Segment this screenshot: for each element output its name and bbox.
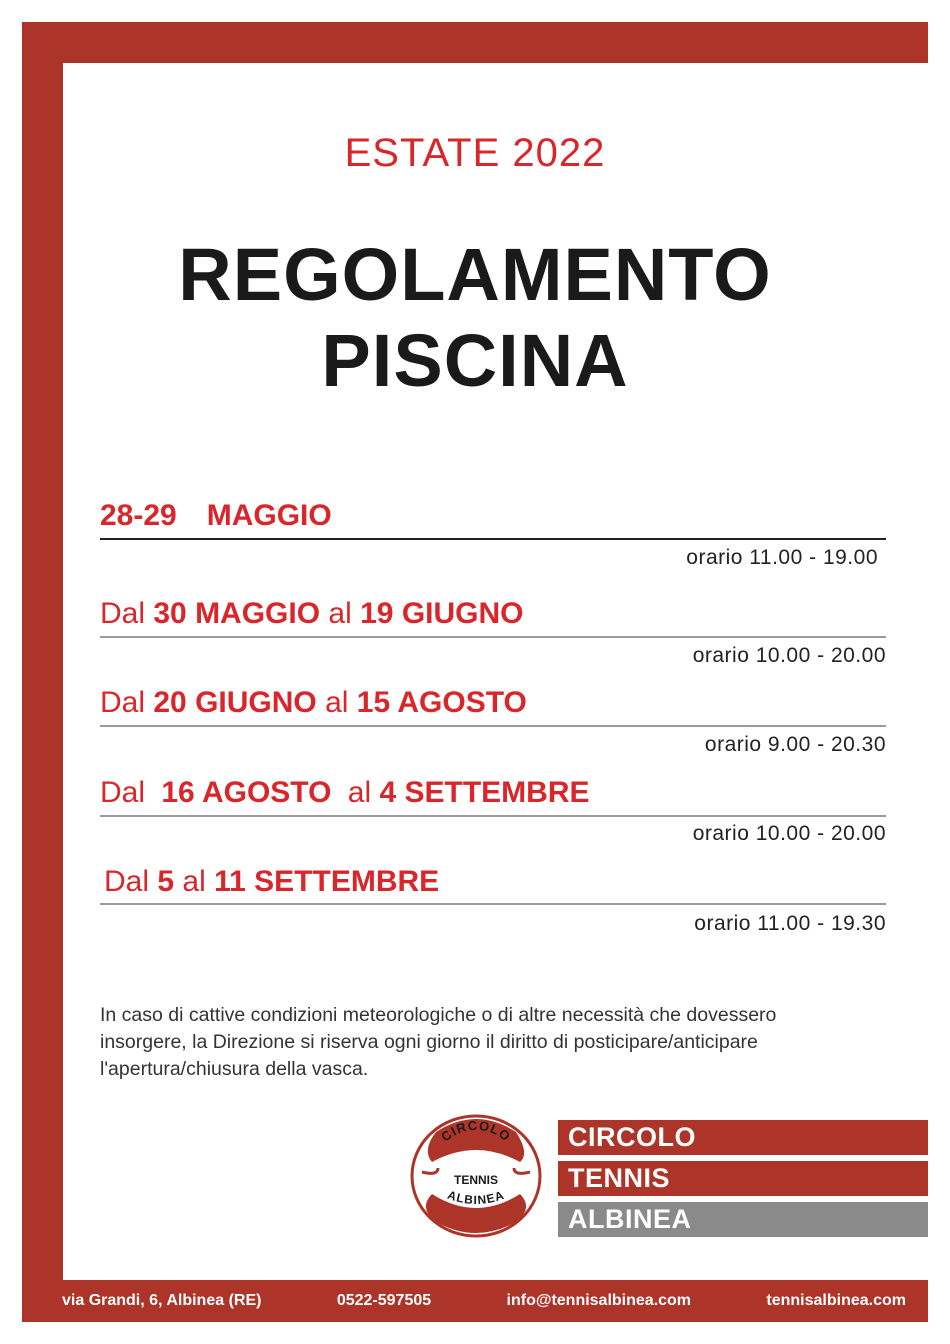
tennis-ball-logo-icon — [408, 1110, 544, 1240]
period-2-divider — [100, 636, 886, 638]
period-2-prefix: Dal — [100, 597, 146, 630]
period-5-divider — [100, 903, 886, 905]
period-1-divider — [100, 538, 886, 540]
frame-top-border — [22, 22, 928, 63]
club-logo — [408, 1110, 544, 1240]
notice-line-2: insorgere, la Direzione si riserva ogni giorno il diritto di posticipare/anticipare — [100, 1031, 758, 1053]
period-4-prefix: Dal — [100, 776, 146, 809]
period-2-mid: al — [328, 597, 352, 630]
period-5-to: 11 SETTEMBRE — [214, 865, 440, 898]
period-5-from: 5 — [157, 865, 175, 898]
period-1 — [100, 496, 886, 536]
title-line-2: PISCINA — [321, 319, 629, 402]
brand-line-3: ALBINEA — [558, 1202, 928, 1237]
period-3-divider — [100, 725, 886, 727]
footer-phone: 0522-597505 — [336, 1292, 432, 1309]
period-2-to: 19 GIUGNO — [360, 597, 524, 630]
period-3-from: 20 GIUGNO — [153, 686, 317, 719]
period-5-hours: orario 11.00 - 19.30 — [694, 912, 886, 935]
page-title — [0, 232, 950, 404]
footer-address: via Grandi, 6, Albinea (RE) — [62, 1292, 262, 1309]
period-2 — [100, 594, 886, 634]
logo-text-mid: TENNIS — [453, 1173, 499, 1187]
brand-line-1: CIRCOLO — [558, 1120, 928, 1155]
period-2-hours: orario 10.00 - 20.00 — [692, 644, 886, 667]
season-label: ESTATE 2022 — [344, 131, 606, 175]
brand-line-2: TENNIS — [558, 1161, 928, 1196]
notice-line-1: In caso di cattive condizioni meteorologiche o di altre necessità che dovessero — [100, 1004, 777, 1026]
weather-notice — [100, 1002, 930, 1083]
frame-left-border — [22, 22, 63, 1322]
period-4-divider — [100, 815, 886, 817]
logo-text-bottom: ALBINEA — [445, 1187, 507, 1208]
period-5-prefix: Dal — [104, 865, 150, 898]
period-5 — [104, 862, 890, 902]
title-line-1: REGOLAMENTO — [178, 233, 772, 316]
footer-bar — [22, 1280, 928, 1322]
period-3-prefix: Dal — [100, 686, 146, 719]
period-1-dates: 28-29 — [100, 499, 177, 532]
period-2-from: 30 MAGGIO — [153, 597, 321, 630]
period-3-to: 15 AGOSTO — [356, 686, 527, 719]
period-4-from: 16 AGOSTO — [161, 776, 332, 809]
period-4 — [100, 773, 886, 813]
period-3-mid: al — [325, 686, 349, 719]
logo-text-top: CIRCOLO — [438, 1117, 514, 1145]
footer-email: info@tennisalbinea.com — [506, 1292, 692, 1309]
notice-line-3: l'apertura/chiusura della vasca. — [100, 1058, 369, 1080]
period-3-hours: orario 9.00 - 20.30 — [704, 733, 886, 756]
period-1-hours: orario 11.00 - 19.00 — [686, 546, 878, 569]
period-4-to: 4 SETTEMBRE — [379, 776, 590, 809]
period-5-mid: al — [182, 865, 206, 898]
footer-website: tennisalbinea.com — [766, 1292, 906, 1309]
period-3 — [100, 683, 886, 723]
period-1-month: MAGGIO — [206, 499, 332, 532]
period-4-mid: al — [347, 776, 372, 809]
period-4-hours: orario 10.00 - 20.00 — [692, 822, 886, 845]
